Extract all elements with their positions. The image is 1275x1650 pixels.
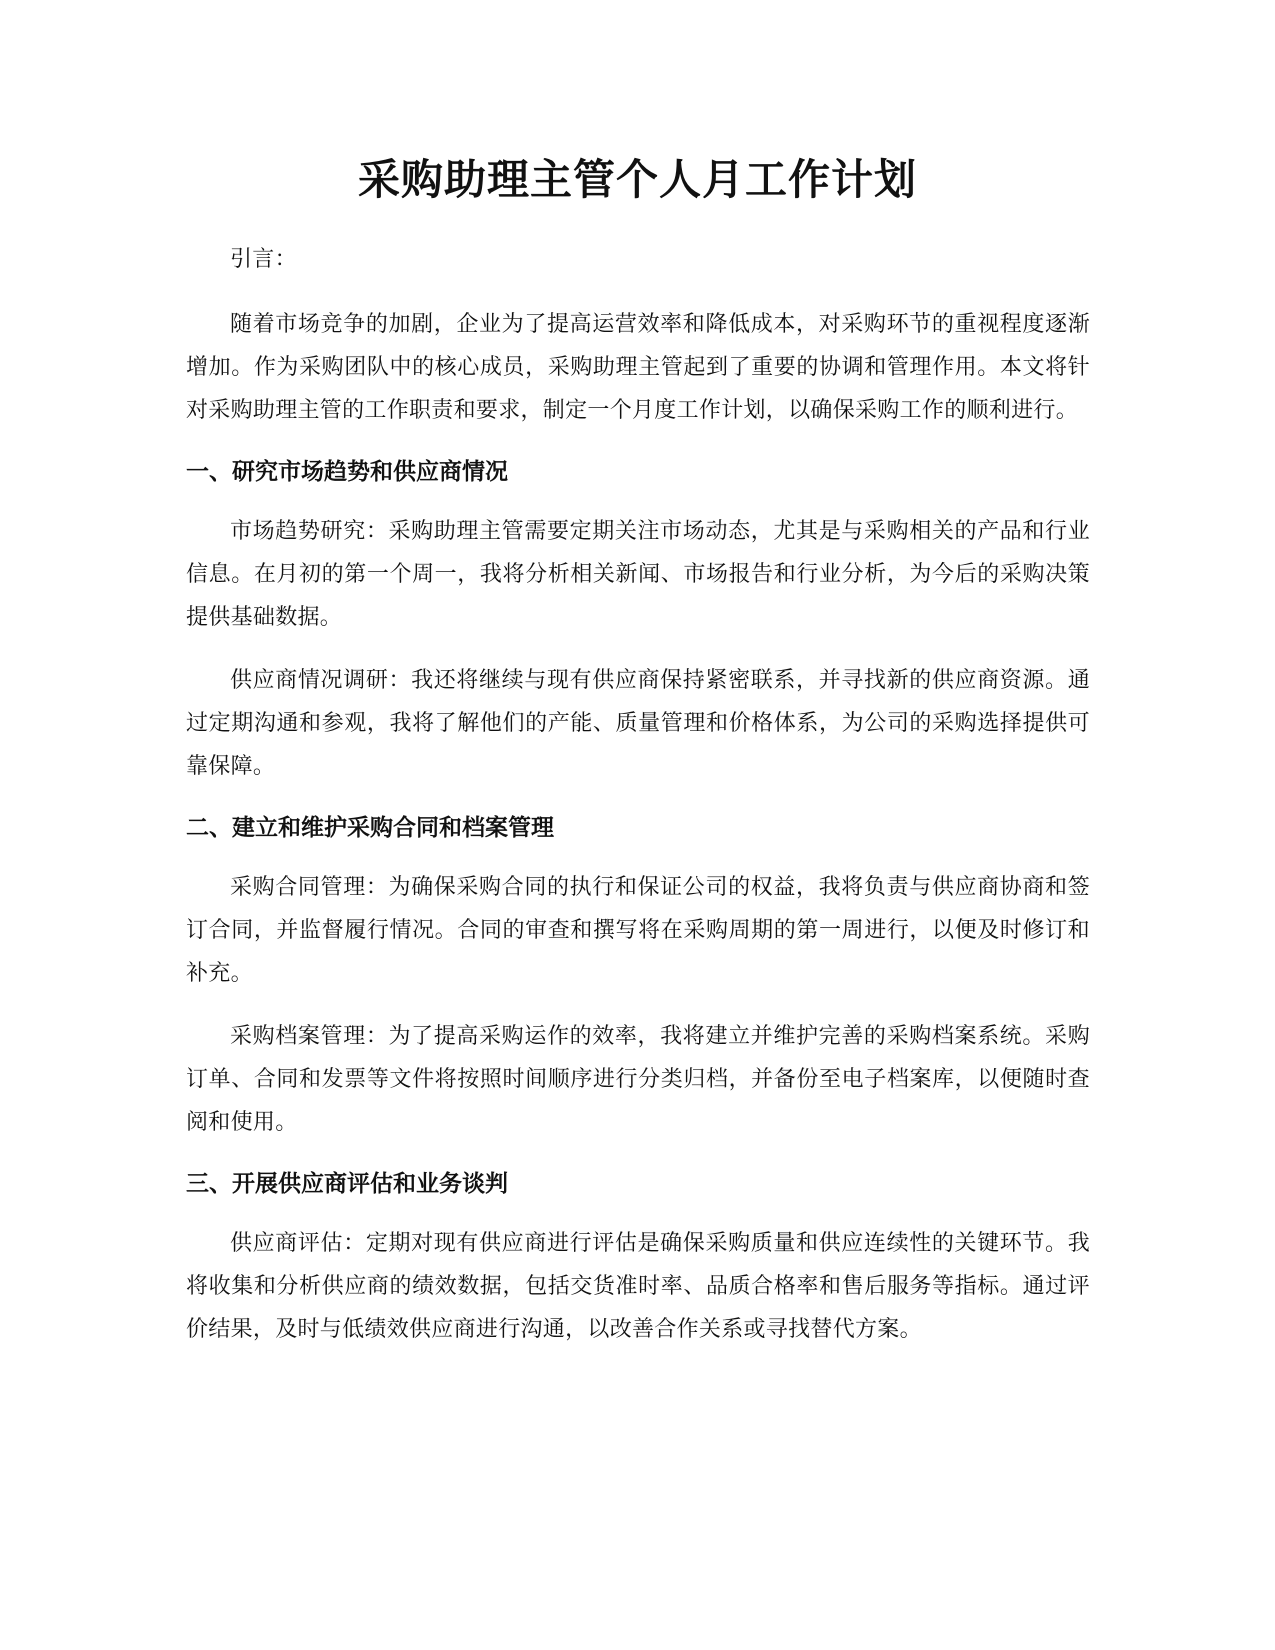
section-heading-2: 二、建立和维护采购合同和档案管理 [186, 815, 554, 841]
section-1-paragraph-1: 市场趋势研究：采购助理主管需要定期关注市场动态，尤其是与采购相关的产品和行业信息。在月初的第一个周一，我将分析相关新闻、市场报告和行业分析，为今后的采购决策提供基础数据。 [186, 519, 1090, 630]
section-3-paragraph-1: 供应商评估：定期对现有供应商进行评估是确保采购质量和供应连续性的关键环节。我将收集和分析供应商的绩效数据，包括交货准时率、品质合格率和售后服务等指标。通过评价结果，及时与低绩效供应商进行沟通，以改善合作关系或寻找替代方案。 [186, 1231, 1090, 1342]
section-1-paragraph-2: 供应商情况调研：我还将继续与现有供应商保持紧密联系，并寻找新的供应商资源。通过定期沟通和参观，我将了解他们的产能、质量管理和价格体系，为公司的采购选择提供可靠保障。 [186, 668, 1090, 779]
document-body [186, 238, 1090, 1371]
intro-label: 引言： [230, 247, 297, 272]
intro-paragraph: 随着市场竞争的加剧，企业为了提高运营效率和降低成本，对采购环节的重视程度逐渐增加。作为采购团队中的核心成员，采购助理主管起到了重要的协调和管理作用。本文将针对采购助理主管的工作职责和要求，制定一个月度工作计划，以确保采购工作的顺利进行。 [186, 312, 1090, 423]
section-2-paragraph-2: 采购档案管理：为了提高采购运作的效率，我将建立并维护完善的采购档案系统。采购订单、合同和发票等文件将按照时间顺序进行分类归档，并备份至电子档案库，以便随时查阅和使用。 [186, 1024, 1090, 1135]
page-title: 采购助理主管个人月工作计划 [357, 155, 917, 204]
section-heading-1: 一、研究市场趋势和供应商情况 [186, 459, 508, 485]
section-heading-3: 三、开展供应商评估和业务谈判 [186, 1171, 508, 1197]
section-2-paragraph-1: 采购合同管理：为确保采购合同的执行和保证公司的权益，我将负责与供应商协商和签订合同，并监督履行情况。合同的审查和撰写将在采购周期的第一周进行，以便及时修订和补充。 [186, 875, 1090, 986]
